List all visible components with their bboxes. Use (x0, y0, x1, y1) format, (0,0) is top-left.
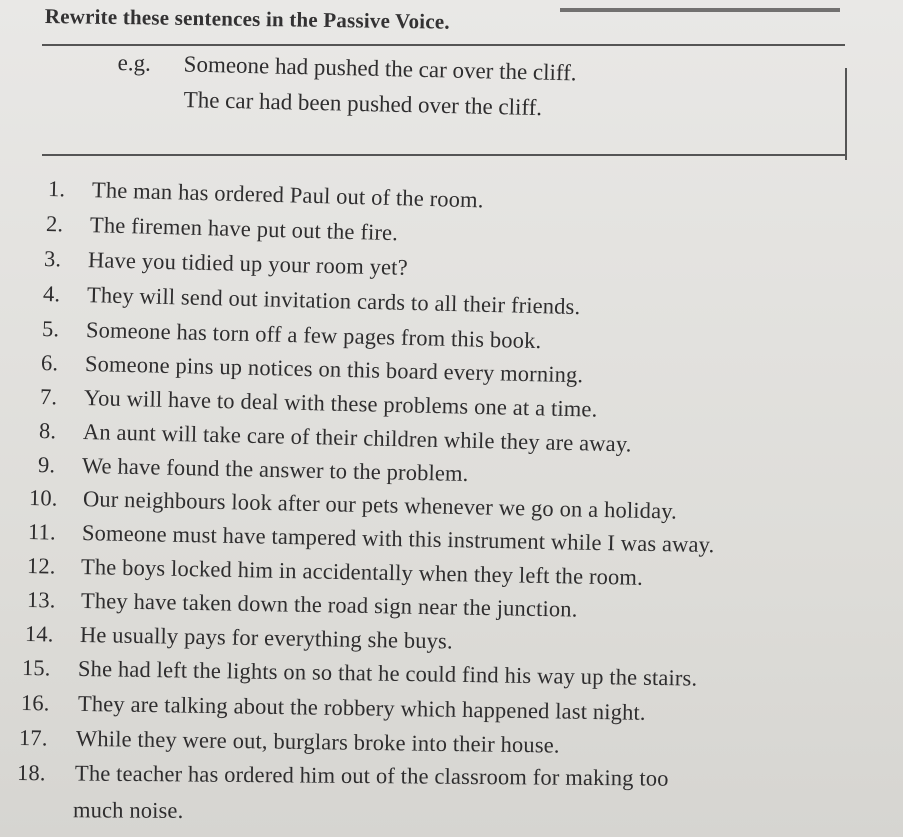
list-item (29, 485, 677, 525)
item-text: The man has ordered Paul out of the room. (91, 177, 484, 213)
list-item (17, 760, 669, 792)
list-item (25, 621, 453, 654)
item-text: They will send out invitation cards to all their friends. (86, 282, 581, 320)
list-item (28, 519, 715, 558)
item-text: He usually pays for everything she buys. (79, 621, 453, 654)
item-number: 6. (40, 350, 59, 376)
list-item (40, 384, 598, 423)
list-item (48, 176, 484, 213)
item-text: The boys locked him in accidentally when they left the room. (80, 554, 644, 590)
item-number: 15. (21, 655, 51, 681)
item-number: 10. (28, 485, 58, 511)
item-text: Our neighbours look after our pets whenever we go on a holiday. (82, 486, 678, 524)
list-item (44, 246, 408, 281)
example-label: e.g. (117, 50, 152, 76)
item-number: 2. (45, 211, 64, 237)
list-item (22, 655, 698, 692)
list-item (43, 281, 581, 320)
list-item (42, 316, 542, 354)
list-item (38, 452, 469, 487)
item-number: 18. (16, 760, 46, 786)
item-text: The firemen have put out the fire. (89, 212, 399, 246)
item-text: While they were out, burglars broke into their house. (75, 725, 560, 758)
item-text: They are talking about the robbery which happened last night. (77, 690, 646, 725)
example-passive-sentence: The car had been pushed over the cliff. (183, 87, 543, 121)
list-item (27, 553, 643, 591)
list-item (39, 418, 632, 457)
item-text: The teacher has ordered him out of the classroom for making too (74, 760, 669, 791)
item-text: Someone must have tampered with this instrument while I was away. (81, 520, 715, 558)
list-item (41, 350, 584, 388)
item-text: She had left the lights on so that he could find his way up the stairs. (77, 655, 698, 691)
item-text: Someone pins up notices on this board every morning. (84, 351, 584, 388)
item-number: 11. (27, 519, 56, 545)
item-text: We have found the answer to the problem. (81, 452, 469, 487)
item-number: 4. (42, 281, 61, 307)
item-text: Have you tidied up your room yet? (87, 247, 409, 280)
item-number: 14. (24, 621, 54, 647)
item-number: 5. (41, 316, 60, 342)
item-number: 3. (43, 246, 62, 272)
item-text: They have taken down the road sign near the junction. (80, 587, 578, 622)
item-number: 12. (26, 553, 56, 579)
item-text: Someone has torn off a few pages from this book. (85, 317, 542, 354)
item-text: much noise. (72, 797, 184, 823)
item-number: 16. (20, 690, 50, 716)
item-number: 8. (38, 418, 57, 444)
list-item (19, 725, 560, 759)
instruction-heading: Rewrite these sentences in the Passive Voice. (44, 4, 450, 34)
item-number: 9. (37, 452, 56, 478)
list-item (46, 211, 399, 246)
list-item (27, 587, 578, 623)
item-number: 13. (26, 587, 56, 613)
item-text: You will have to deal with these problems one at a time. (83, 385, 598, 422)
item-number: 17. (18, 725, 48, 751)
item-number: 7. (39, 384, 58, 410)
example-active-sentence: Someone had pushed the car over the cliff. (183, 51, 577, 86)
list-item (21, 690, 646, 726)
list-item-continuation (17, 797, 184, 824)
item-text: An aunt will take care of their children while they are away. (82, 419, 632, 457)
item-number: 1. (47, 176, 66, 202)
